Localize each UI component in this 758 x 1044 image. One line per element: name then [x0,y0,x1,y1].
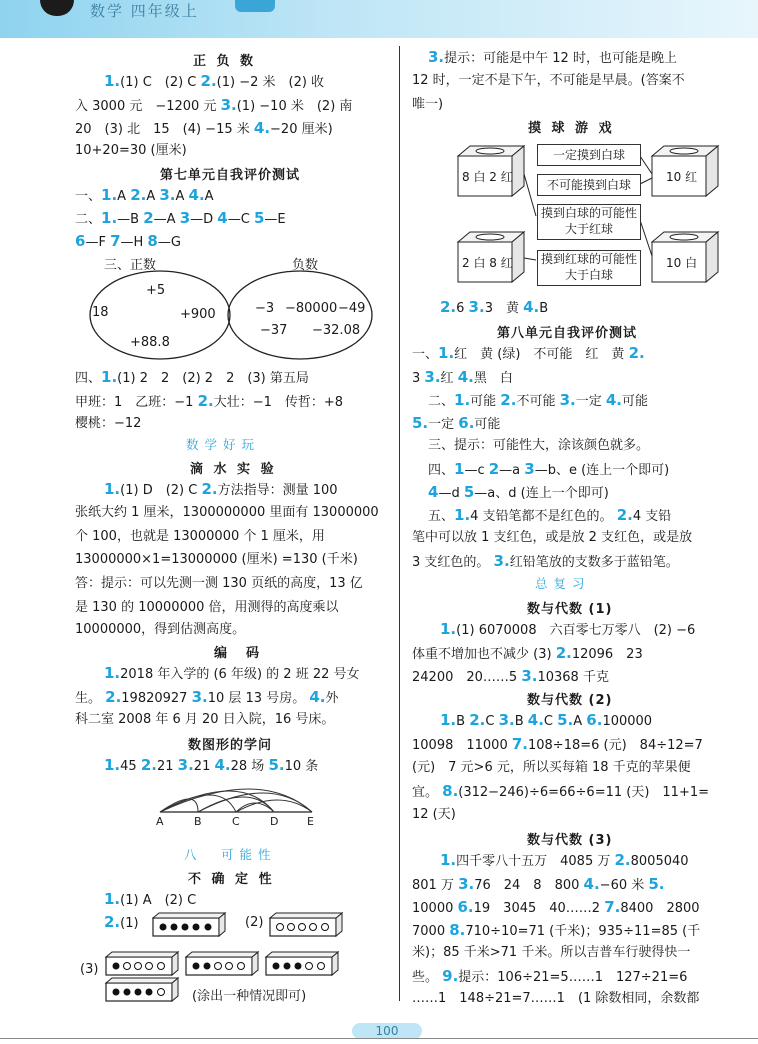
answer-text: 红 [440,371,458,386]
answer-text: —d [438,486,464,501]
question-number: 3 [179,209,191,227]
question-number: 1. [104,480,121,498]
question-number: 8 [147,232,158,250]
answer-line [104,72,324,92]
answer-text: 12096 23 [571,647,643,662]
answer-text: B [514,714,528,729]
question-number: 4. [309,688,326,706]
box-label: 2 白 8 红 [462,256,513,270]
section-title: 数图形的学问 [188,738,273,753]
answer-text: (1) A (2) C [120,893,197,908]
option-text: 摸到红球的可能性 [540,252,637,266]
question-number: 1. [101,186,118,204]
header-logo [40,0,74,16]
answer-line [412,667,609,687]
question-number: 5. [648,875,665,893]
answer-text: 提示：可能是中午 12 时，也可能是晚上 [444,51,677,66]
answer-text: —b、e (连上一个即可) [534,463,670,478]
question-number: 2. [140,756,157,774]
column-divider [399,46,400,1001]
option-text: 摸到白球的可能性 [540,206,637,220]
answer-line [412,967,687,987]
page-header [0,0,758,38]
answer-line [75,368,309,388]
answer-line [428,391,648,411]
answer-text: 76 24 8 800 [474,878,584,893]
option-box [537,204,641,240]
answer-text: 一定 [428,417,459,432]
option-box: 一定摸到白球 [537,144,641,166]
question-number: 2 [488,460,500,478]
answer-text: (1) −2 米 (2) 收 [216,75,325,90]
answer-line [428,460,669,480]
answer-text: 7000 [412,924,450,939]
question-number: 3. [493,552,510,570]
answer-line [412,806,456,824]
answer-text: 8400 2800 [620,901,700,916]
answer-text: —a [499,463,525,478]
answer-text: 2018 年入学的 (6 年级) 的 2 班 22 号女 [120,667,360,682]
box-label: 8 白 2 红 [462,170,513,184]
answer-text: (1) 6070008 六百零七万零八 (2) −6 [456,623,696,638]
negative-number: −80000 [285,301,338,316]
question-number: 9. [442,967,459,985]
answer-text: —c [464,463,489,478]
answer-text: 不可能 [516,394,560,409]
strip-3-1 [106,952,178,975]
positive-label: 三、正数 [104,258,157,273]
question-number: 2. [440,298,457,316]
question-number: 3. [220,96,237,114]
answer-line [412,990,699,1008]
option-text: 不可能摸到白球 [546,178,631,192]
answer-line [104,756,318,776]
answer-text: A [146,189,160,204]
answer-text: 可能 [622,394,649,409]
strip-2-2 [270,913,342,936]
point-label: A [156,815,164,828]
answer-line [75,528,325,546]
answer-text: —G [157,235,181,250]
answer-text: 是 130 的 10000000 倍，用测得的高度乘以 [75,600,339,615]
question-number: 3. [559,391,576,409]
question-number: 3. [521,667,538,685]
answer-line [75,232,181,252]
answer-text: 10+20=30 (厘米) [75,143,187,158]
answer-text: 6 [456,301,469,316]
box-label: 10 红 [666,170,698,184]
answer-line [412,944,690,962]
answer-text: 唯一) [412,97,444,112]
answer-line [412,644,643,664]
answer-text: —H [120,235,148,250]
answer-text: 三、提示：可能性大，涂该颜色就多。 [428,438,650,453]
answer-line [412,368,513,388]
answer-line [104,913,139,933]
answer-line [412,875,665,895]
question-number: 8. [449,921,466,939]
question-number: 1. [440,620,457,638]
bottom-rule [0,1038,758,1039]
answer-text: 四、 [75,371,102,386]
answer-text: 生。 [75,691,106,706]
answer-text: 13000000×1=13000000 (厘米) =130 (千米) [75,552,358,567]
question-number: 1. [454,391,471,409]
answer-text: (元) 7 元>6 元，所以买每箱 18 千克的苹果便 [412,760,691,775]
section-title: 滴 水 实 验 [190,462,277,477]
section-title: 数与代数 (1) [527,602,613,617]
answer-text: 一、 [412,347,439,362]
question-number: 4. [583,875,600,893]
negative-number: −49 [338,301,366,316]
answer-line [412,529,692,547]
answer-text: 红铅笔放的支数多于蓝铅笔。 [509,555,679,570]
point-label: B [194,815,202,828]
answer-text: 24200 20……5 [412,670,522,685]
question-number: 6. [457,898,474,916]
answer-text: (1) [120,916,139,931]
section-title: 数与代数 (2) [527,693,613,708]
answer-text: 五、 [428,509,455,524]
question-number: 2. [197,392,214,410]
answer-text: 些。 [412,970,443,985]
question-number: 2. [614,851,631,869]
answer-text: 米)；85 千米>71 千米。所以吉普车行驶得快一 [412,945,691,960]
option-text: 大于红球 [564,222,613,236]
answer-line [428,506,671,526]
answer-text: 二、 [75,212,102,227]
section-title: 数与代数 (3) [527,833,613,848]
question-number: 7. [604,898,621,916]
positive-number: +5 [146,283,166,298]
question-number: 1. [438,344,455,362]
question-number: 5. [268,756,285,774]
answer-text: (1) 2 2 (2) 2 2 (3) 第五局 [117,371,309,386]
section-title: 正 负 数 [193,54,257,69]
question-number: 8. [442,782,459,800]
answer-text: 提示：106÷21=5……1 127÷21=6 [458,970,688,985]
section-title: 不 确 定 性 [188,872,275,887]
answer-text: 8005040 [630,854,689,869]
question-number: 1. [440,711,457,729]
section-title: 编 码 [214,646,263,661]
answer-line [75,209,286,229]
question-number: 2. [201,480,218,498]
question-number: 2. [555,644,572,662]
answer-text: 3 [412,371,425,386]
answer-text: (1) C (2) C [120,75,201,90]
answer-line [412,96,443,114]
answer-text: (312−246)÷6=66÷6=11 (天) 11+1= [458,785,710,800]
number-sets-diagram [80,270,380,370]
option-text: 大于白球 [564,268,613,282]
question-number: 3. [458,875,475,893]
answer-line [412,735,703,755]
answer-text: C [485,714,499,729]
negative-label: 负数 [292,258,319,273]
question-number: 3. [428,48,445,66]
question-number: 7 [110,232,121,250]
answer-line [412,72,685,90]
answer-line [440,298,548,318]
answer-text: —F [85,235,111,250]
answer-text: 方法指导：测量 100 [217,483,338,498]
answer-text: 10000000，得到估测高度。 [75,622,246,637]
strip-3-3 [266,952,338,975]
answer-text: 红 黄 (绿) 不可能 红 黄 [454,347,629,362]
answer-text: 甲班：1 乙班：−1 [75,395,198,410]
answer-line [104,480,338,500]
answer-text: 10098 11000 [412,738,512,753]
question-number: 4. [188,186,205,204]
answer-line [412,921,700,941]
answer-text: 28 场 [230,759,269,774]
answer-text: C [543,714,558,729]
answer-text: 108÷18=6 (元) 84÷12=7 [527,738,703,753]
answer-line [104,664,360,684]
question-number: 6. [586,711,603,729]
question-number: 1. [454,506,471,524]
question-number: 2. [628,344,645,362]
answer-text: 入 3000 元 −1200 元 [75,99,221,114]
negative-number: −37 [260,323,288,338]
answer-line [75,711,334,729]
positive-number: +88.8 [130,335,170,350]
answer-text: A [204,189,214,204]
answer-text: —D [190,212,218,227]
segment-diagram [150,780,330,818]
question-number: 2. [104,913,121,931]
answer-text: 笔中可以放 1 支红色，或是放 2 支红色，或是放 [412,530,693,545]
question-number: 1. [104,72,121,90]
question-number: 6. [458,414,475,432]
question-number: 2 [143,209,154,227]
answer-text: 答：提示：可以先测一测 130 页纸的高度，13 亿 [75,576,363,591]
answer-line [440,620,695,640]
answer-text: 樱桃：−12 [75,416,142,431]
answer-line [75,551,358,569]
strip-3-4 [106,978,178,1001]
box-label: 10 白 [666,256,698,270]
answer-text: (1) −10 米 (2) 南 [236,99,353,114]
answer-text: —C [227,212,254,227]
question-number: 3. [159,186,176,204]
answer-text: −20 厘米) [270,122,333,137]
header-title: 数学 四年级上 [90,2,199,20]
question-number: 4. [527,711,544,729]
section-title: 第八单元自我评价测试 [497,326,638,341]
answer-text: 20 (3) 北 15 (4) −15 米 [75,122,254,137]
answer-line [440,851,689,871]
negative-number: −3 [255,301,275,316]
answer-label: (3) [80,962,99,977]
answer-text: A [175,189,189,204]
question-number: 5 [463,483,475,501]
answer-line [75,599,339,617]
question-number: 1. [104,664,121,682]
answer-line [412,759,691,777]
section-banner: 数学好玩 [186,437,261,452]
answer-line [75,119,333,139]
positive-number: 18 [92,305,109,320]
question-number: 3. [498,711,515,729]
question-number: 5 [253,209,265,227]
answer-text: 4 支铅笔都不是红色的。 [470,509,617,524]
question-number: 4. [605,391,622,409]
answer-text: 710÷10=71 (千米)；935÷11=85 (千 [465,924,701,939]
question-number: 2. [200,72,217,90]
answer-text: 12 (天) [412,807,456,822]
question-number: 3. [191,688,208,706]
question-number: 4. [523,298,540,316]
section-banner: 总复习 [535,576,591,591]
question-number: 1. [101,209,118,227]
answer-text: 3 黄 [484,301,524,316]
question-number: 2. [105,688,122,706]
answer-text: —a、d (连上一个即可) [474,486,609,501]
answer-text: 体重不增加也不减少 (3) [412,647,556,662]
answer-text: ……1 148÷21=7……1 (1 除数相同，余数都 [412,991,700,1006]
answer-text: —A [153,212,180,227]
option-box [537,250,641,286]
question-number: 4. [253,119,271,137]
answer-line [412,344,645,364]
answer-text: 黑 白 [473,371,513,386]
answer-text: 外 [325,691,339,706]
answer-text: B [539,301,549,316]
question-number: 1. [104,890,121,908]
answer-text: 二、 [428,394,455,409]
answer-text: A [117,189,131,204]
answer-text: 张纸大约 1 厘米，1300000000 里面有 13000000 [75,505,379,520]
answer-text: 科二室 2008 年 6 月 20 日入院，16 号床。 [75,712,335,727]
section-title: 第七单元自我评价测试 [160,168,301,183]
answer-text: 3 支红色的。 [412,555,494,570]
answer-line [75,621,245,639]
answer-text: 四千零八十五万 4085 万 [456,854,615,869]
question-number: 2. [616,506,633,524]
answer-text: 10000 [412,901,458,916]
answer-text: 10 层 13 号房。 [207,691,310,706]
answer-text: 大壮：−1 传哲：+8 [213,395,344,410]
question-number: 4. [457,368,474,386]
section-title: 摸 球 游 戏 [528,121,615,136]
answer-label: (2) [245,915,264,930]
answer-line [75,96,352,116]
answer-text: −60 米 [599,878,649,893]
answer-line [412,782,709,802]
answer-text: —B [117,212,144,227]
answer-line [428,48,677,68]
section-banner: 八 可能性 [184,847,277,862]
answer-text: 10 条 [284,759,319,774]
answer-text: 一定 [575,394,606,409]
answer-line [428,437,649,455]
answer-text: 12 时，一定不是下午，不可能是早晨。(答案不 [412,73,685,88]
answer-text: 个 100，也就是 13000000 个 1 厘米，用 [75,529,325,544]
question-number: 1. [101,368,118,386]
answer-text: 4 支铅 [632,509,672,524]
answer-line [75,142,187,160]
question-number: 2. [500,391,517,409]
answer-line [412,898,700,918]
answer-line [412,414,500,434]
point-label: C [232,815,240,828]
question-number: 5. [557,711,574,729]
answer-line [440,711,652,731]
answer-text: (1) D (2) C [120,483,202,498]
question-number: 4 [217,209,228,227]
answer-text: A [573,714,587,729]
point-label: D [270,815,279,828]
answer-text: 100000 [602,714,653,729]
answer-line [75,415,141,433]
answer-text: 45 [120,759,141,774]
answer-line [75,392,343,412]
question-number: 2. [130,186,147,204]
answer-line [75,504,379,522]
header-badge [235,0,275,12]
question-number: 5. [412,414,429,432]
page-number: 100 [352,1023,422,1039]
answer-line [75,688,339,708]
answer-line [428,483,609,503]
strip-3-2 [186,952,258,975]
answer-text: 可能 [470,394,501,409]
question-number: 3. [468,298,485,316]
answer-text: 801 万 [412,878,459,893]
strip-2-1 [153,913,225,936]
option-box [537,174,641,196]
answer-text: 10368 千克 [537,670,609,685]
point-label: E [307,815,314,828]
question-number: 3. [177,756,194,774]
question-number: 1. [104,756,121,774]
answer-text: 宜。 [412,785,443,800]
answer-text: 一、 [75,189,102,204]
question-number: 4 [428,483,439,501]
answer-text: —E [264,212,286,227]
answer-text: 19820927 [121,691,192,706]
answer-text: 四、 [428,463,455,478]
question-number: 4. [214,756,231,774]
positive-number: +900 [180,307,216,322]
answer-text: 19 3045 40……2 [473,901,605,916]
answer-line [104,890,196,910]
question-number: 3 [524,460,535,478]
question-number: 1 [454,460,465,478]
answer-text: 21 [156,759,178,774]
answer-line [412,552,679,572]
answer-text: 可能 [474,417,501,432]
question-number: 1. [440,851,457,869]
question-number: 3. [424,368,441,386]
question-number: 2. [469,711,486,729]
answer-text: 21 [193,759,215,774]
negative-number: −32.08 [312,323,361,338]
answer-line [75,186,214,206]
answer-line [75,575,363,593]
question-number: 6 [75,232,86,250]
answer-note: (涂出一种情况即可) [192,989,307,1004]
answer-text: B [456,714,470,729]
question-number: 7. [511,735,528,753]
